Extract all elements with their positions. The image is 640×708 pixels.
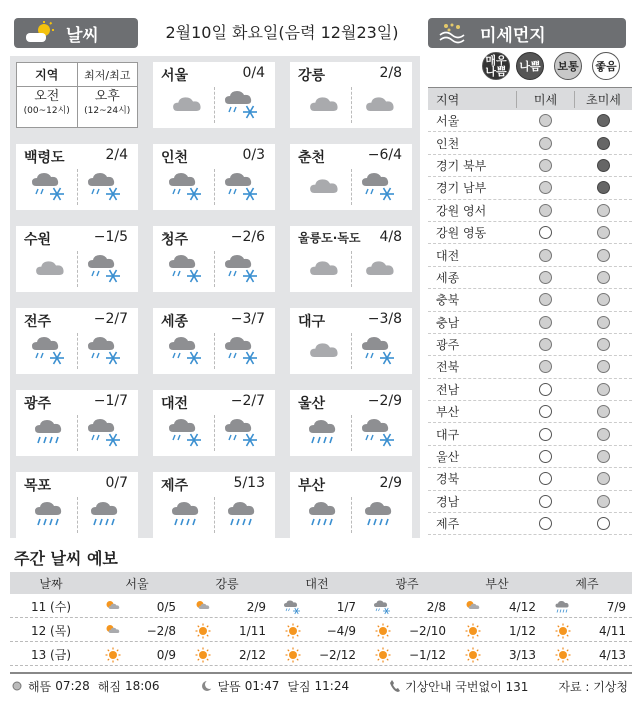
weekly-title: 주간 날씨 예보: [14, 549, 118, 568]
sun-icon: [192, 646, 214, 664]
dust-row: [428, 267, 632, 289]
pm10-level-dot: [539, 204, 552, 217]
pm10-level-dot: [539, 360, 552, 373]
weekly-date: 12 (목): [30, 624, 72, 638]
cloudy-rain-icon: [30, 496, 70, 532]
pm10-level-dot: [539, 271, 552, 284]
cloudy-snow-icon: [223, 250, 263, 286]
cloudy-rain-icon: [30, 414, 70, 450]
city-temp: 5/13: [233, 475, 265, 491]
source-credit: 자료 : 기상청: [558, 679, 628, 694]
city-card: [153, 226, 275, 292]
dust-row: [428, 244, 632, 266]
dust-row: [428, 334, 632, 356]
dust-region: 강원 영동: [436, 226, 487, 241]
city-card: [153, 62, 275, 128]
sun-icon: [552, 622, 574, 640]
pm10-level-dot: [539, 293, 552, 306]
dust-row: [428, 110, 632, 132]
sun-icon: [462, 646, 484, 664]
cloudy-snow-icon: [282, 598, 304, 616]
city-temp: 4/8: [379, 229, 402, 245]
cloudy-snow-icon: [86, 332, 126, 368]
city-temp: −2/6: [230, 229, 265, 245]
city-temp: −1/7: [93, 393, 128, 409]
sun-cloud-icon: [24, 21, 56, 45]
cloudy-icon: [360, 86, 400, 122]
weekly-city-header: 대전: [305, 576, 329, 591]
dust-row: [428, 401, 632, 423]
weekly-cell: [542, 598, 632, 616]
city-card: [16, 390, 138, 456]
sun-icon: [102, 646, 124, 664]
legend-minmax: 최저/최고: [84, 68, 131, 82]
city-name: 제주: [161, 478, 189, 494]
legend-am: 오전 (00~12시): [17, 87, 78, 127]
weekly-temp: −2/12: [318, 647, 356, 662]
pm10-level-dot: [539, 338, 552, 351]
city-name: 목포: [24, 478, 52, 494]
cloudy-snow-icon: [360, 332, 400, 368]
dust-region: 제주: [436, 517, 460, 532]
date-title: 2월10일 화요일(음력 12월23일): [165, 23, 399, 42]
dust-row: [428, 379, 632, 401]
weekly-temp: 4/11: [599, 623, 626, 638]
weather-grid: [10, 56, 420, 538]
weekly-cell: [452, 622, 542, 640]
dust-row: [428, 155, 632, 177]
dust-row: [428, 222, 632, 244]
moonset-info: 달짐 11:24: [287, 679, 350, 694]
pm25-level-dot: [597, 159, 610, 172]
cloudy-snow-icon: [30, 168, 70, 204]
dust-row: [428, 177, 632, 199]
pm25-level-dot: [597, 383, 610, 396]
pm25-level-dot: [597, 137, 610, 150]
divider: [77, 169, 78, 205]
divider: [351, 251, 352, 287]
cloudy-snow-icon: [360, 414, 400, 450]
weekly-header: 날짜 서울 강릉 대전 광주 부산 제주: [10, 572, 632, 594]
pm25-level-dot: [597, 338, 610, 351]
city-name: 대전: [161, 396, 189, 412]
weekly-temp: 1/7: [336, 599, 356, 614]
sun-icon: [282, 622, 304, 640]
city-temp: 2/8: [379, 65, 402, 81]
divider: [77, 497, 78, 533]
weekly-cell: [542, 646, 632, 664]
weekly-temp: 1/11: [239, 623, 266, 638]
city-name: 백령도: [24, 150, 65, 166]
city-name: 수원: [24, 232, 52, 248]
cloudy-snow-icon: [223, 414, 263, 450]
city-temp: −3/7: [230, 311, 265, 327]
weekly-temp: −2/10: [408, 623, 446, 638]
city-card: [153, 308, 275, 374]
pm25-level-dot: [597, 226, 610, 239]
weather-section-tab: [14, 18, 138, 48]
sun-icon: [372, 622, 394, 640]
pm10-level-dot: [539, 249, 552, 262]
cloudy-snow-icon: [223, 86, 263, 122]
cloudy-icon: [304, 168, 344, 204]
divider: [214, 497, 215, 533]
cloudy-icon: [304, 250, 344, 286]
city-card: [16, 226, 138, 292]
cloudy-rain-icon: [223, 496, 263, 532]
cloudy-snow-icon: [30, 332, 70, 368]
weekly-cell: [272, 622, 362, 640]
dust-row: [428, 446, 632, 468]
weekly-temp: 0/9: [156, 647, 176, 662]
cloudy-snow-icon: [86, 250, 126, 286]
weekly-temp: 2/12: [239, 647, 266, 662]
city-temp: −2/9: [367, 393, 402, 409]
city-card: [290, 62, 412, 128]
cloudy-icon: [304, 332, 344, 368]
dust-region: 충남: [436, 315, 460, 330]
sun-icon: [282, 646, 304, 664]
weekly-cell: [272, 646, 362, 664]
weekly-city-header: 서울: [125, 576, 149, 591]
pm10-level-dot: [539, 405, 552, 418]
city-card: [153, 472, 275, 538]
cloudy-snow-icon: [86, 168, 126, 204]
weekly-cell: [362, 646, 452, 664]
pm10-level-dot: [539, 517, 552, 530]
phone-icon: [389, 679, 401, 693]
city-card: [16, 308, 138, 374]
dust-region: 인천: [436, 136, 460, 151]
phone-info: 기상안내 국번없이 131: [389, 678, 528, 695]
weekly-temp: 4/13: [599, 647, 626, 662]
pm25-level-dot: [597, 114, 610, 127]
dust-row: [428, 491, 632, 513]
pm10-level-dot: [539, 383, 552, 396]
dust-region: 부산: [436, 405, 460, 420]
dust-region: 대구: [436, 427, 460, 442]
weekly-city-header: 강릉: [215, 576, 239, 591]
dust-table: [428, 87, 632, 535]
weekly-city-header: 제주: [575, 576, 599, 591]
weekly-temp: 4/12: [509, 599, 536, 614]
dust-row: [428, 468, 632, 490]
weekly-row: [10, 596, 632, 618]
weather-legend: [16, 62, 138, 128]
sun-icon: [192, 622, 214, 640]
city-card: [16, 472, 138, 538]
weekly-cell: [92, 646, 182, 664]
cloudy-snow-icon: [372, 598, 394, 616]
city-name: 울릉도·독도: [298, 231, 361, 245]
dust-region: 충북: [436, 293, 460, 308]
pm25-level-dot: [597, 293, 610, 306]
level-bad: 나쁨: [516, 52, 544, 80]
city-temp: −2/7: [93, 311, 128, 327]
city-name: 광주: [24, 396, 52, 412]
pm10-level-dot: [539, 428, 552, 441]
moon-icon: [200, 679, 214, 693]
city-temp: 2/4: [105, 147, 128, 163]
weekly-cell: [182, 646, 272, 664]
pm25-level-dot: [597, 181, 610, 194]
dust-row: [428, 356, 632, 378]
pm10-level-dot: [539, 226, 552, 239]
pm25-level-dot: [597, 204, 610, 217]
divider: [351, 497, 352, 533]
city-name: 전주: [24, 314, 52, 330]
cloudy-snow-icon: [167, 250, 207, 286]
city-name: 부산: [298, 478, 326, 494]
dust-section-label: 미세먼지: [480, 25, 546, 46]
weekly-temp: −4/9: [326, 623, 356, 638]
weekly-cell: [362, 622, 452, 640]
pm10-level-dot: [539, 181, 552, 194]
divider: [77, 251, 78, 287]
weekly-cell: [182, 622, 272, 640]
sun-cloud-icon: [192, 598, 214, 616]
pm25-level-dot: [597, 249, 610, 262]
weekly-temp: 2/9: [246, 599, 266, 614]
pm25-level-dot: [597, 495, 610, 508]
weekly-date: 13 (금): [30, 648, 72, 662]
city-temp: 0/7: [105, 475, 128, 491]
dust-region: 울산: [436, 450, 460, 465]
weekly-cell: [452, 646, 542, 664]
cloudy-snow-icon: [223, 332, 263, 368]
weekly-cell: [92, 622, 182, 640]
city-card: [290, 390, 412, 456]
weekly-cell: [452, 598, 542, 616]
dust-region: 대전: [436, 248, 460, 263]
weekly-temp: 3/13: [509, 647, 536, 662]
divider: [351, 87, 352, 123]
pm25-level-dot: [597, 360, 610, 373]
city-temp: −3/8: [367, 311, 402, 327]
weekly-temp: 0/5: [156, 599, 176, 614]
city-temp: −1/5: [93, 229, 128, 245]
sun-cloud-icon: [102, 598, 124, 616]
city-name: 인천: [161, 150, 189, 166]
weather-section-label: 날씨: [66, 25, 99, 46]
cloudy-icon: [30, 250, 70, 286]
dust-region: 경기 북부: [436, 158, 487, 173]
city-name: 세종: [161, 314, 189, 330]
city-temp: 0/4: [242, 65, 265, 81]
legend-region: 지역: [17, 63, 78, 86]
dust-region: 서울: [436, 114, 460, 129]
cloudy-rain-icon: [304, 496, 344, 532]
divider: [77, 415, 78, 451]
dust-region: 세종: [436, 270, 460, 285]
city-name: 강릉: [298, 68, 326, 84]
sun-icon: [462, 622, 484, 640]
weekly-row: [10, 644, 632, 666]
cloudy-rain-icon: [86, 496, 126, 532]
weekly-cell: [542, 622, 632, 640]
cloudy-snow-icon: [360, 168, 400, 204]
cloudy-icon: [304, 86, 344, 122]
weekly-cell: [272, 598, 362, 616]
weekly-temp: 7/9: [606, 599, 626, 614]
divider: [214, 415, 215, 451]
pm10-level-dot: [539, 495, 552, 508]
divider: [214, 87, 215, 123]
divider: [351, 333, 352, 369]
footer: [10, 672, 632, 698]
dust-level-legend: [482, 52, 632, 82]
pm25-level-dot: [597, 517, 610, 530]
cloudy-snow-icon: [167, 168, 207, 204]
weekly-cell: [362, 598, 452, 616]
sun-icon: [372, 646, 394, 664]
dust-region: 광주: [436, 338, 460, 353]
dust-row: [428, 132, 632, 154]
dust-region: 경기 남부: [436, 181, 487, 196]
pm10-level-dot: [539, 159, 552, 172]
level-very-bad: 매우 나쁨: [482, 52, 510, 80]
level-normal: 보통: [554, 52, 582, 80]
sunrise-info: 해뜸 07:28: [10, 678, 90, 695]
pm25-level-dot: [597, 405, 610, 418]
weekly-city-header: 부산: [485, 576, 509, 591]
dust-icon: [438, 22, 468, 44]
city-name: 춘천: [298, 150, 326, 166]
cloudy-icon: [167, 86, 207, 122]
city-temp: 0/3: [242, 147, 265, 163]
weekly-city-header: 광주: [395, 576, 419, 591]
weekly-temp: −2/8: [146, 623, 176, 638]
pm10-level-dot: [539, 450, 552, 463]
pm10-level-dot: [539, 316, 552, 329]
dust-row: [428, 289, 632, 311]
divider: [214, 333, 215, 369]
weekly-temp: 1/12: [509, 623, 536, 638]
divider: [214, 251, 215, 287]
dust-table-header: 지역 미세 초미세: [428, 88, 632, 110]
sun-cloud-icon: [102, 622, 124, 640]
city-card: [153, 390, 275, 456]
pm25-level-dot: [597, 271, 610, 284]
cloudy-snow-icon: [86, 414, 126, 450]
weekly-cell: [92, 598, 182, 616]
pm25-level-dot: [597, 428, 610, 441]
legend-pm: 오후 (12~24시): [84, 89, 131, 116]
pm25-level-dot: [597, 472, 610, 485]
divider: [77, 333, 78, 369]
dust-region: 전북: [436, 360, 460, 375]
dust-row: [428, 513, 632, 535]
sun-icon: [10, 679, 24, 693]
cloudy-rain-icon: [304, 414, 344, 450]
city-temp: −6/4: [367, 147, 402, 163]
city-name: 대구: [298, 314, 326, 330]
weekly-row: [10, 620, 632, 642]
pm10-level-dot: [539, 472, 552, 485]
dust-region: 강원 영서: [436, 203, 487, 218]
city-card: [290, 472, 412, 538]
pm10-level-dot: [539, 137, 552, 150]
pm25-level-dot: [597, 316, 610, 329]
divider: [351, 415, 352, 451]
city-card: [16, 144, 138, 210]
city-card: [290, 144, 412, 210]
city-card: [153, 144, 275, 210]
cloudy-rain-icon: [360, 496, 400, 532]
cloudy-icon: [360, 250, 400, 286]
cloudy-snow-icon: [167, 414, 207, 450]
moonrise-info: 달뜸 01:47: [200, 678, 280, 695]
pm10-level-dot: [539, 114, 552, 127]
sunset-info: 해짐 18:06: [97, 679, 160, 694]
city-name: 서울: [161, 68, 189, 84]
dust-region: 전남: [436, 382, 460, 397]
weekly-cell: [182, 598, 272, 616]
dust-row: [428, 312, 632, 334]
city-temp: −2/7: [230, 393, 265, 409]
cloudy-rain-icon: [167, 496, 207, 532]
dust-row: [428, 200, 632, 222]
sun-cloud-icon: [462, 598, 484, 616]
weekly-temp: −1/12: [408, 647, 446, 662]
pm25-level-dot: [597, 450, 610, 463]
divider: [351, 169, 352, 205]
cloudy-snow-icon: [223, 168, 263, 204]
cloudy-snow-icon: [167, 332, 207, 368]
dust-section-tab: [428, 18, 626, 48]
city-card: [290, 226, 412, 292]
sun-icon: [552, 646, 574, 664]
cloudy-rain-icon: [552, 598, 574, 616]
dust-region: 경남: [436, 494, 460, 509]
city-name: 울산: [298, 396, 326, 412]
divider: [214, 169, 215, 205]
weekly-date: 11 (수): [30, 600, 72, 614]
city-temp: 2/9: [379, 475, 402, 491]
dust-region: 경북: [436, 472, 460, 487]
level-good: 좋음: [592, 52, 620, 80]
dust-row: [428, 423, 632, 445]
city-name: 청주: [161, 232, 189, 248]
city-card: [290, 308, 412, 374]
weekly-temp: 2/8: [426, 599, 446, 614]
